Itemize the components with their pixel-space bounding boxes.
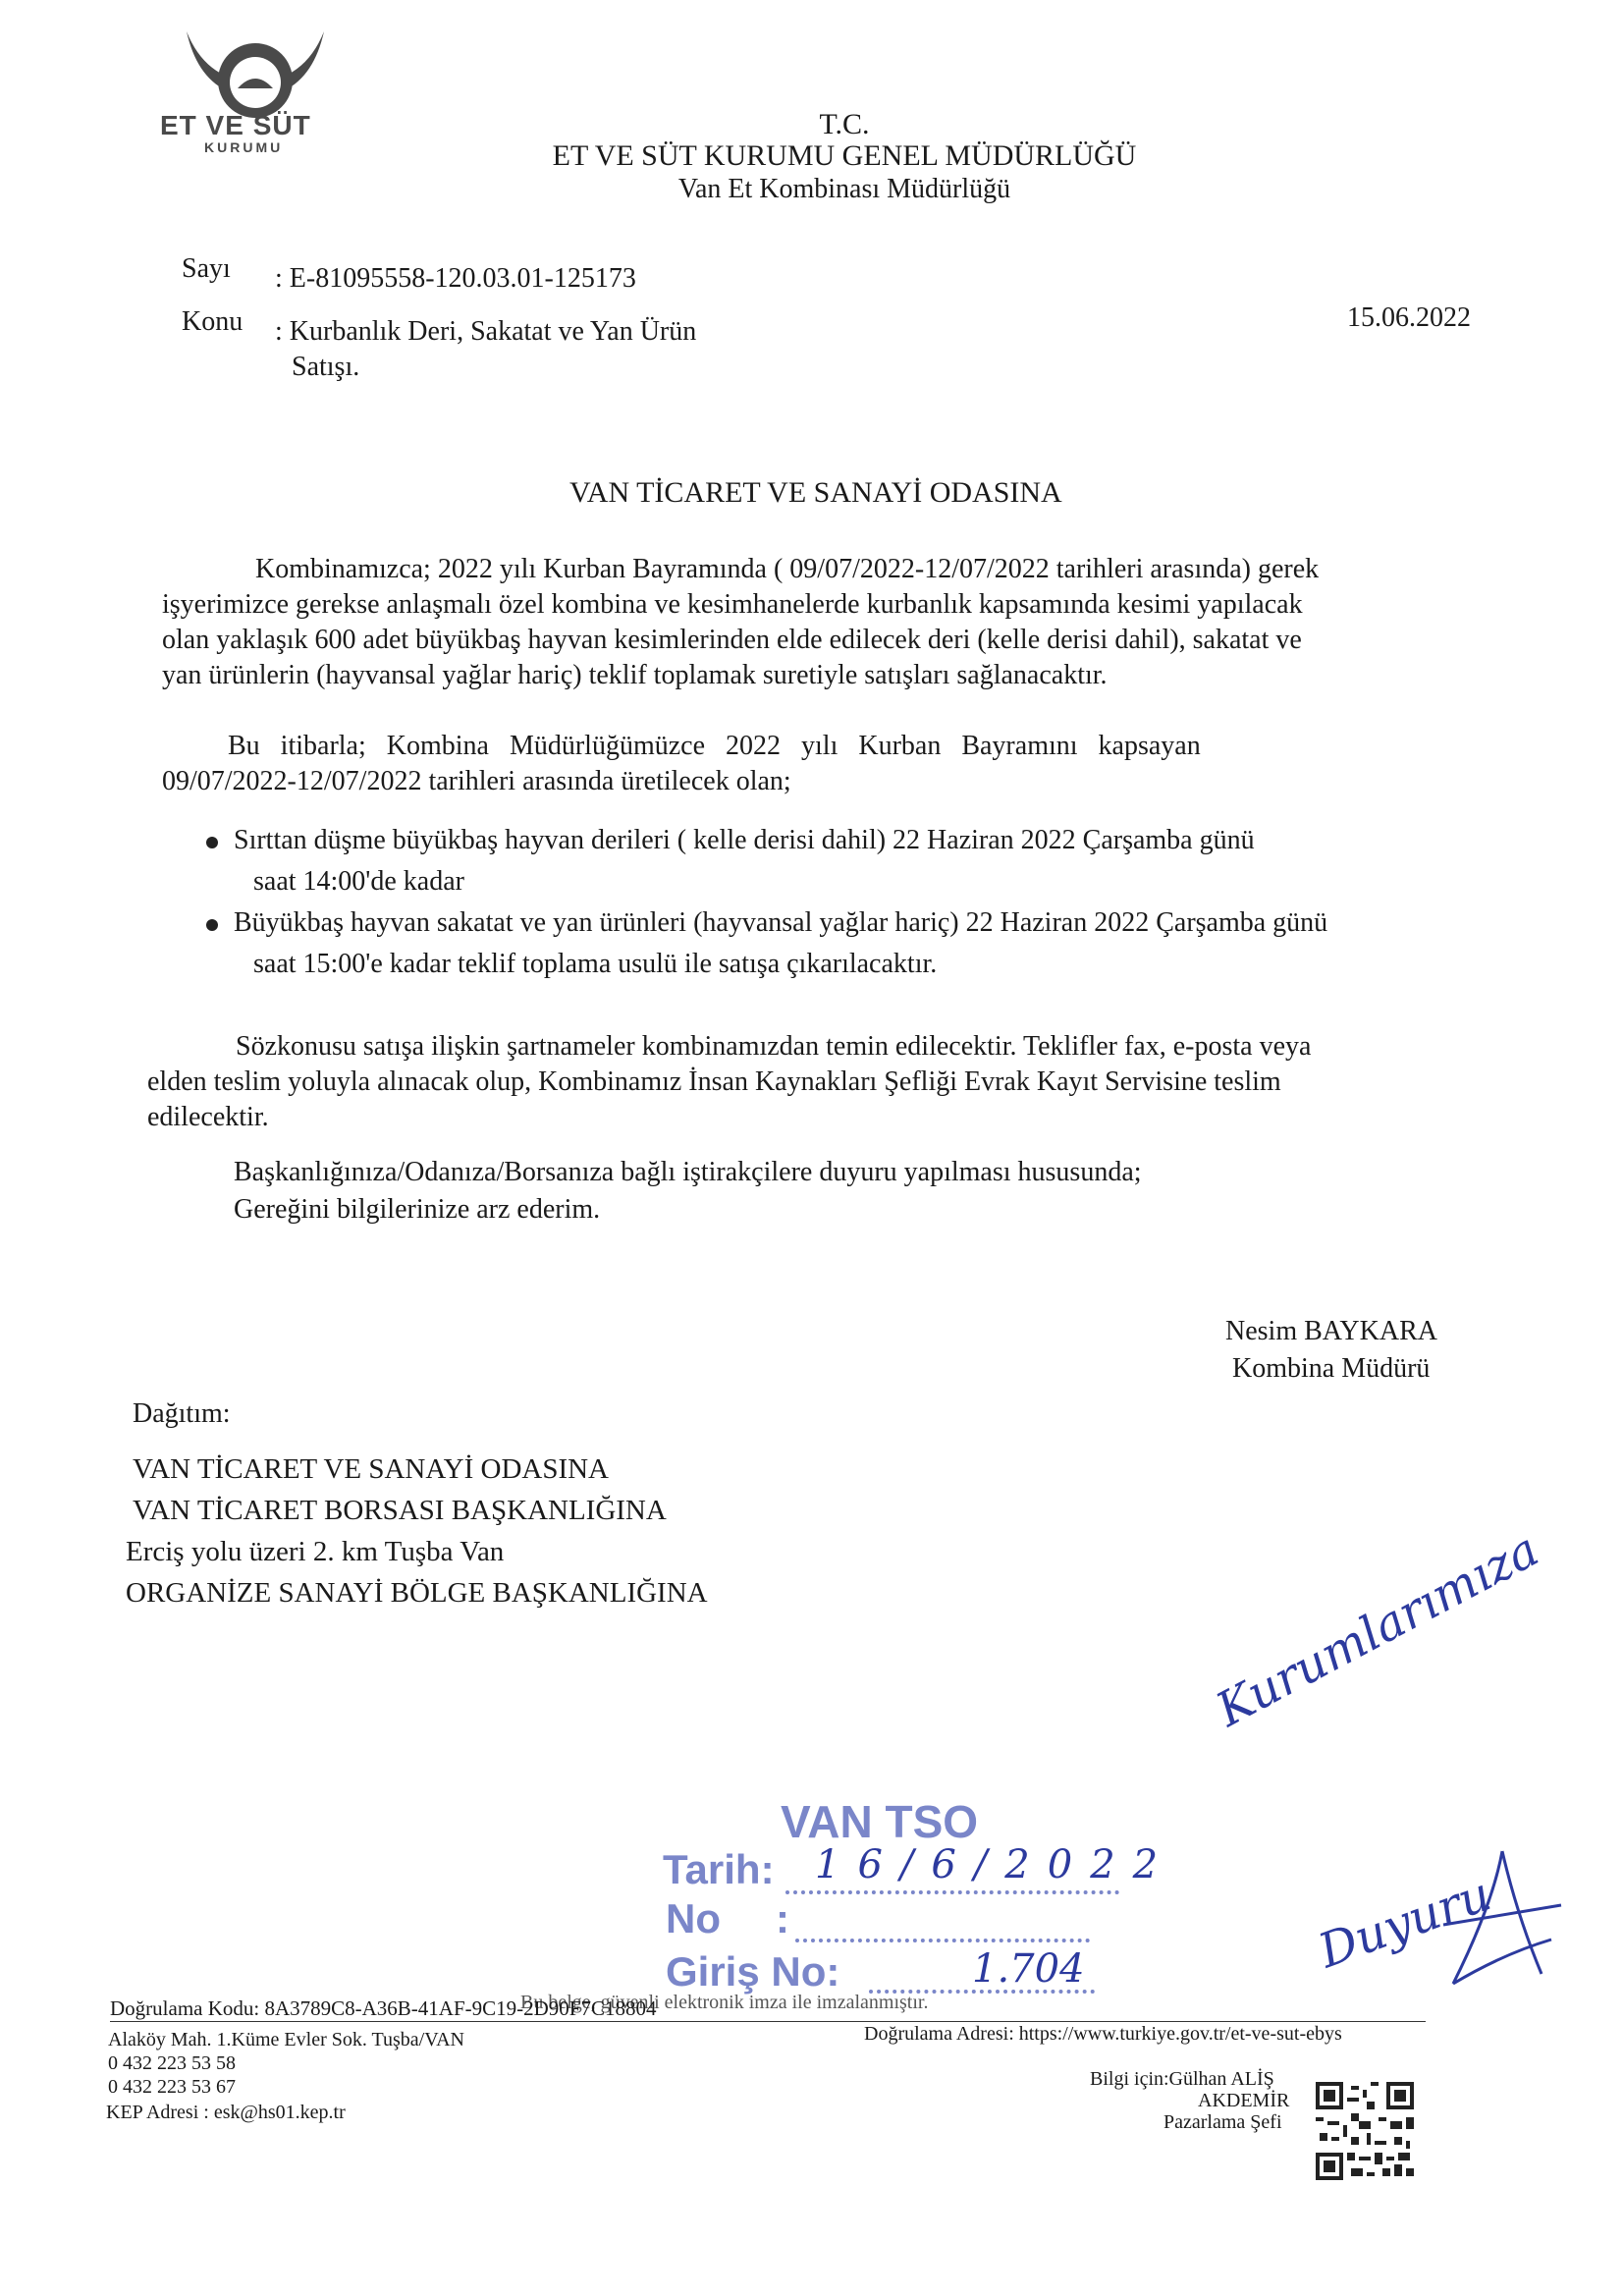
bullet-1-line: Sırttan düşme büyükbaş hayvan derileri ( kelle derisi dahil) 22 Haziran 2022 Çarşamba günü [234,825,1255,855]
stamp-no-line [795,1903,1090,1942]
logo-subtitle: KURUMU [204,139,284,155]
stamp-title: VAN TSO [781,1796,979,1847]
sayi-label: Sayı [182,253,231,284]
paragraph-2-line: 09/07/2022-12/07/2022 tarihleri arasında üretilecek olan; [162,766,791,796]
paragraph-4-line: Başkanlığınıza/Odanıza/Borsanıza bağlı iştirakçilere duyuru yapılması hususunda; [234,1157,1142,1187]
footer-phone: 0 432 223 53 58 [108,2052,236,2074]
recipient-title: VAN TİCARET VE SANAYİ ODASINA [569,476,1062,509]
bullet-2-line: Büyükbaş hayvan sakatat ve yan ürünleri (hayvansal yağlar hariç) 22 Haziran 2022 Çarşamba günü [234,907,1328,938]
stamp-giris-label: Giriş No: [666,1948,840,1995]
contact-surname: AKDEMİR [1198,2090,1290,2111]
footer-divider [110,2021,1426,2022]
bullet-2-line: saat 15:00'e kadar teklif toplama usulü ile satışa çıkarılacaktır. [253,949,938,979]
paragraph-1-line: olan yaklaşık 600 adet büyükbaş hayvan kesimlerinden elde edilecek deri (kelle derisi dahil), sakatat ve [162,625,1302,655]
paragraph-3-line: Sözkonusu satışa ilişkin şartnameler kombinamızdan temin edilecektir. Teklifler fax, e-posta veya [236,1031,1312,1062]
distribution-label: Dağıtım: [133,1398,231,1429]
stamp-tarih-value: 16/6/2022 [815,1842,1176,1887]
paragraph-1-line: işyerimizce gerekse anlaşmalı özel kombina ve kesimhanelerde kurbanlık kapsamında kesimi yapılacak [162,589,1303,620]
footer-address: Alaköy Mah. 1.Küme Evler Sok. Tuşba/VAN [108,2029,464,2050]
paragraph-2-line: Bu itibarla; Kombina Müdürlüğümüzce 2022 yılı Kurban Bayramını kapsayan [228,731,1201,761]
bullet-dot [206,837,218,848]
distribution-item: VAN TİCARET BORSASI BAŞKANLIĞINA [133,1495,667,1526]
konu-value: : Kurbanlık Deri, Sakatat ve Yan Ürün [275,316,697,347]
e-signature-notice: Bu belge, güvenli elektronik imza ile imzalanmıştır. [520,1992,929,2013]
document-date: 15.06.2022 [1347,302,1471,333]
contact-info: Bilgi için:Gülhan ALİŞ [1090,2068,1274,2090]
stamp-no-value: : [776,1895,789,1941]
verification-code: Doğrulama Kodu: 8A3789C8-A36B-41AF-9C19-2D90F7C18804 [110,1996,657,2020]
stamp-giris-value: 1.704 [972,1946,1085,1992]
header-tc: T.C. [819,108,870,140]
konu-label: Konu [182,306,243,337]
contact-title: Pazarlama Şefi [1163,2111,1282,2133]
stamp-no-label: No [666,1895,721,1941]
bullet-1-line: saat 14:00'de kadar [253,866,464,897]
footer-kep[interactable]: KEP Adresi : esk@hs01.kep.tr [106,2102,346,2123]
handwritten-note: Kurumlarımıza [1208,1521,1548,1738]
paragraph-3-line: edilecektir. [147,1102,269,1132]
distribution-item: Erciş yolu üzeri 2. km Tuşba Van [126,1536,505,1567]
paragraph-1-line: Kombinamızca; 2022 yılı Kurban Bayramında ( 09/07/2022-12/07/2022 tarihleri arasında) gerek [255,554,1320,584]
footer-fax: 0 432 223 53 67 [108,2076,236,2098]
sayi-value: : E-81095558-120.03.01-125173 [275,263,636,294]
paragraph-1-line: yan ürünlerin (hayvansal yağlar hariç) teklif toplamak suretiyle satışları sağlanacaktır. [162,660,1108,690]
header-institution: ET VE SÜT KURUMU GENEL MÜDÜRLÜĞÜ [552,139,1137,172]
qr-code-icon [1316,2082,1414,2180]
logo-name: ET VE SÜT [160,110,311,140]
distribution-item: VAN TİCARET VE SANAYİ ODASINA [133,1453,609,1485]
distribution-item: ORGANİZE SANAYİ BÖLGE BAŞKANLIĞINA [126,1577,708,1609]
handwritten-signature-icon [1434,1846,1571,1994]
stamp-tarih-label: Tarih: [663,1846,775,1892]
bullet-dot [206,919,218,931]
konu-value-cont: Satışı. [292,352,360,382]
paragraph-4-line: Gereğini bilgilerinize arz ederim. [234,1194,601,1225]
verification-url[interactable]: Doğrulama Adresi: https://www.turkiye.gov.tr/et-ve-sut-ebys [864,2023,1342,2045]
header-unit: Van Et Kombinası Müdürlüğü [677,174,1011,204]
handwritten-note: Duyuru [1311,1866,1498,1980]
paragraph-3-line: elden teslim yoluyla alınacak olup, Kombinamız İnsan Kaynakları Şefliği Evrak Kayıt Servisine teslim [147,1066,1281,1097]
signatory-name: Nesim BAYKARA [1225,1316,1437,1346]
signatory-title: Kombina Müdürü [1232,1353,1431,1384]
